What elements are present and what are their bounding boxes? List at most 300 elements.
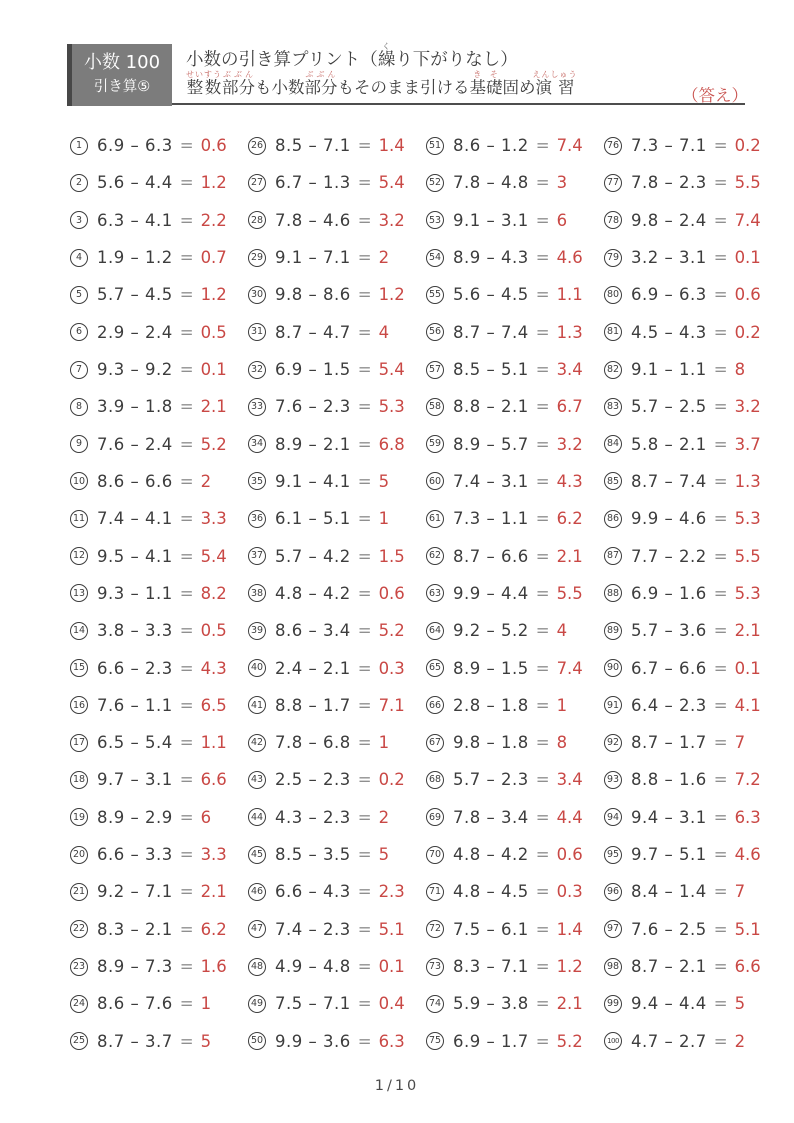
equals-sign: = bbox=[713, 471, 728, 491]
equals-sign: = bbox=[535, 621, 550, 641]
equals-sign: = bbox=[357, 621, 372, 641]
problem-row bbox=[426, 1023, 604, 1060]
equals-sign: = bbox=[713, 397, 728, 417]
problem-number: 66 bbox=[426, 696, 444, 714]
equals-sign: = bbox=[713, 360, 728, 380]
problem-answer: 0.6 bbox=[734, 285, 761, 305]
problem-row bbox=[426, 985, 604, 1022]
problem-expression: 8.9 – 2.9 bbox=[97, 807, 173, 827]
problem-number: 19 bbox=[70, 808, 88, 826]
problem-row bbox=[604, 985, 782, 1022]
problem-answer: 1.2 bbox=[200, 173, 227, 193]
equals-sign: = bbox=[535, 173, 550, 193]
problem-number: 55 bbox=[426, 286, 444, 304]
problem-expression: 6.7 – 6.6 bbox=[631, 658, 707, 678]
problem-expression: 7.8 – 3.4 bbox=[453, 807, 529, 827]
problem-row bbox=[426, 612, 604, 649]
problem-row bbox=[248, 873, 426, 910]
problem-number: 22 bbox=[70, 920, 88, 938]
problem-row bbox=[70, 649, 248, 686]
problem-number: 7 bbox=[70, 361, 88, 379]
problem-expression: 8.6 – 3.4 bbox=[275, 621, 351, 641]
problem-row bbox=[426, 836, 604, 873]
problem-expression: 5.7 – 4.2 bbox=[275, 546, 351, 566]
problem-number: 39 bbox=[248, 622, 266, 640]
problem-answer: 2.1 bbox=[200, 397, 227, 417]
problem-answer: 1.4 bbox=[556, 919, 583, 939]
problem-row bbox=[604, 314, 782, 351]
problem-expression: 5.6 – 4.4 bbox=[97, 173, 173, 193]
problem-expression: 9.2 – 7.1 bbox=[97, 882, 173, 902]
problem-expression: 8.9 – 1.5 bbox=[453, 658, 529, 678]
problem-row bbox=[248, 202, 426, 239]
problem-number: 67 bbox=[426, 734, 444, 752]
problem-row bbox=[426, 687, 604, 724]
problem-row bbox=[426, 127, 604, 164]
equals-sign: = bbox=[713, 248, 728, 268]
problem-row bbox=[604, 276, 782, 313]
problem-row bbox=[426, 426, 604, 463]
equals-sign: = bbox=[179, 733, 194, 753]
problems-column bbox=[426, 127, 604, 1060]
problem-answer: 6.3 bbox=[734, 807, 761, 827]
equals-sign: = bbox=[713, 994, 728, 1014]
problem-answer: 0.6 bbox=[378, 583, 405, 603]
problem-number: 86 bbox=[604, 510, 622, 528]
problem-row bbox=[426, 575, 604, 612]
problem-number: 45 bbox=[248, 846, 266, 864]
problem-expression: 8.8 – 1.7 bbox=[275, 695, 351, 715]
equals-sign: = bbox=[357, 471, 372, 491]
problem-number: 65 bbox=[426, 659, 444, 677]
problem-number: 26 bbox=[248, 137, 266, 155]
problem-answer: 0.3 bbox=[378, 658, 405, 678]
problem-expression: 7.3 – 1.1 bbox=[453, 509, 529, 529]
problem-expression: 7.4 – 2.3 bbox=[275, 919, 351, 939]
problem-expression: 8.5 – 3.5 bbox=[275, 845, 351, 865]
problem-answer: 5 bbox=[200, 1031, 212, 1051]
equals-sign: = bbox=[713, 733, 728, 753]
problem-row bbox=[604, 351, 782, 388]
problem-row bbox=[426, 649, 604, 686]
problem-answer: 0.4 bbox=[378, 994, 405, 1014]
problem-number: 64 bbox=[426, 622, 444, 640]
problem-expression: 7.3 – 7.1 bbox=[631, 136, 707, 156]
problem-answer: 8 bbox=[734, 360, 746, 380]
problem-row bbox=[70, 724, 248, 761]
problem-expression: 8.9 – 2.1 bbox=[275, 434, 351, 454]
answer-label: （答え） bbox=[682, 86, 748, 105]
equals-sign: = bbox=[535, 919, 550, 939]
problem-answer: 3.4 bbox=[556, 770, 583, 790]
problem-answer: 2 bbox=[200, 471, 212, 491]
problem-row bbox=[604, 164, 782, 201]
problem-answer: 0.1 bbox=[200, 360, 227, 380]
problem-row bbox=[604, 612, 782, 649]
problem-expression: 9.4 – 4.4 bbox=[631, 994, 707, 1014]
problem-row bbox=[248, 314, 426, 351]
equals-sign: = bbox=[179, 583, 194, 603]
problem-row bbox=[604, 575, 782, 612]
problem-row bbox=[604, 649, 782, 686]
problem-expression: 9.8 – 1.8 bbox=[453, 733, 529, 753]
problem-answer: 0.1 bbox=[378, 957, 405, 977]
problem-expression: 6.1 – 5.1 bbox=[275, 509, 351, 529]
problem-row bbox=[426, 500, 604, 537]
problem-answer: 8 bbox=[556, 733, 568, 753]
problem-row bbox=[248, 500, 426, 537]
problem-answer: 0.5 bbox=[200, 621, 227, 641]
problem-expression: 8.7 – 3.7 bbox=[97, 1031, 173, 1051]
problem-row bbox=[426, 948, 604, 985]
problem-answer: 1.3 bbox=[556, 322, 583, 342]
problem-row bbox=[604, 127, 782, 164]
equals-sign: = bbox=[535, 136, 550, 156]
problem-expression: 6.3 – 4.1 bbox=[97, 210, 173, 230]
problem-number: 46 bbox=[248, 883, 266, 901]
equals-sign: = bbox=[357, 845, 372, 865]
problem-number: 77 bbox=[604, 174, 622, 192]
problem-expression: 8.8 – 1.6 bbox=[631, 770, 707, 790]
problem-number: 47 bbox=[248, 920, 266, 938]
equals-sign: = bbox=[357, 248, 372, 268]
problem-number: 97 bbox=[604, 920, 622, 938]
problem-row bbox=[248, 649, 426, 686]
problem-number: 83 bbox=[604, 398, 622, 416]
problem-answer: 4.3 bbox=[200, 658, 227, 678]
problem-expression: 9.1 – 3.1 bbox=[453, 210, 529, 230]
problem-row bbox=[70, 127, 248, 164]
problem-answer: 6.8 bbox=[378, 434, 405, 454]
problem-answer: 4.6 bbox=[556, 248, 583, 268]
problem-expression: 3.2 – 3.1 bbox=[631, 248, 707, 268]
problem-row bbox=[426, 761, 604, 798]
equals-sign: = bbox=[357, 210, 372, 230]
equals-sign: = bbox=[535, 733, 550, 753]
equals-sign: = bbox=[179, 546, 194, 566]
problem-expression: 2.8 – 1.8 bbox=[453, 695, 529, 715]
problem-expression: 4.8 – 4.2 bbox=[453, 845, 529, 865]
problem-answer: 3.2 bbox=[556, 434, 583, 454]
problems-column bbox=[248, 127, 426, 1060]
problem-number: 56 bbox=[426, 323, 444, 341]
equals-sign: = bbox=[713, 285, 728, 305]
header-rule bbox=[172, 103, 745, 105]
problem-answer: 1 bbox=[378, 733, 390, 753]
problem-row bbox=[426, 799, 604, 836]
equals-sign: = bbox=[713, 546, 728, 566]
title-box-line2: 引き算⑤ bbox=[93, 79, 151, 96]
equals-sign: = bbox=[535, 360, 550, 380]
problem-answer: 6.5 bbox=[200, 695, 227, 715]
equals-sign: = bbox=[535, 807, 550, 827]
problem-row bbox=[426, 873, 604, 910]
problem-expression: 1.9 – 1.2 bbox=[97, 248, 173, 268]
problem-row bbox=[70, 687, 248, 724]
problem-answer: 5.5 bbox=[734, 173, 761, 193]
problem-answer: 5.2 bbox=[556, 1031, 583, 1051]
equals-sign: = bbox=[179, 173, 194, 193]
problem-expression: 4.9 – 4.8 bbox=[275, 957, 351, 977]
problem-expression: 8.5 – 5.1 bbox=[453, 360, 529, 380]
equals-sign: = bbox=[713, 658, 728, 678]
equals-sign: = bbox=[179, 919, 194, 939]
equals-sign: = bbox=[713, 509, 728, 529]
problem-row bbox=[604, 761, 782, 798]
problem-row bbox=[248, 985, 426, 1022]
problem-answer: 1.1 bbox=[200, 733, 227, 753]
problem-answer: 1.5 bbox=[378, 546, 405, 566]
problem-answer: 0.7 bbox=[200, 248, 227, 268]
problem-number: 62 bbox=[426, 547, 444, 565]
problem-expression: 8.7 – 4.7 bbox=[275, 322, 351, 342]
equals-sign: = bbox=[357, 322, 372, 342]
problem-answer: 2 bbox=[734, 1031, 746, 1051]
equals-sign: = bbox=[179, 285, 194, 305]
equals-sign: = bbox=[357, 397, 372, 417]
problem-number: 95 bbox=[604, 846, 622, 864]
problem-number: 54 bbox=[426, 249, 444, 267]
equals-sign: = bbox=[535, 210, 550, 230]
problem-number: 33 bbox=[248, 398, 266, 416]
problem-expression: 9.9 – 3.6 bbox=[275, 1031, 351, 1051]
equals-sign: = bbox=[179, 397, 194, 417]
problem-expression: 9.9 – 4.4 bbox=[453, 583, 529, 603]
equals-sign: = bbox=[357, 919, 372, 939]
equals-sign: = bbox=[713, 173, 728, 193]
problem-number: 94 bbox=[604, 808, 622, 826]
problem-row bbox=[248, 351, 426, 388]
problem-expression: 5.7 – 3.6 bbox=[631, 621, 707, 641]
problem-answer: 6.7 bbox=[556, 397, 583, 417]
problem-answer: 5 bbox=[378, 471, 390, 491]
equals-sign: = bbox=[357, 434, 372, 454]
problem-number: 100 bbox=[604, 1032, 622, 1050]
equals-sign: = bbox=[713, 583, 728, 603]
problem-number: 30 bbox=[248, 286, 266, 304]
problem-expression: 6.9 – 6.3 bbox=[97, 136, 173, 156]
problem-row bbox=[248, 239, 426, 276]
problem-answer: 0.2 bbox=[734, 322, 761, 342]
problem-number: 24 bbox=[70, 995, 88, 1013]
problem-answer: 7.4 bbox=[556, 136, 583, 156]
problem-answer: 7.4 bbox=[734, 210, 761, 230]
problem-expression: 8.8 – 2.1 bbox=[453, 397, 529, 417]
problem-number: 2 bbox=[70, 174, 88, 192]
problem-expression: 9.9 – 4.6 bbox=[631, 509, 707, 529]
problem-number: 75 bbox=[426, 1032, 444, 1050]
problem-row bbox=[70, 761, 248, 798]
equals-sign: = bbox=[179, 136, 194, 156]
problem-number: 41 bbox=[248, 696, 266, 714]
problem-expression: 9.4 – 3.1 bbox=[631, 807, 707, 827]
problem-answer: 7 bbox=[734, 882, 746, 902]
equals-sign: = bbox=[535, 322, 550, 342]
equals-sign: = bbox=[535, 882, 550, 902]
equals-sign: = bbox=[535, 658, 550, 678]
equals-sign: = bbox=[357, 1031, 372, 1051]
title-box bbox=[67, 44, 172, 106]
problem-expression: 5.7 – 4.5 bbox=[97, 285, 173, 305]
problem-number: 87 bbox=[604, 547, 622, 565]
problem-row bbox=[604, 687, 782, 724]
problem-expression: 7.6 – 1.1 bbox=[97, 695, 173, 715]
problem-number: 79 bbox=[604, 249, 622, 267]
problem-expression: 7.8 – 4.8 bbox=[453, 173, 529, 193]
problem-expression: 9.8 – 8.6 bbox=[275, 285, 351, 305]
problem-answer: 5.5 bbox=[556, 583, 583, 603]
problem-expression: 8.7 – 2.1 bbox=[631, 957, 707, 977]
problem-expression: 9.5 – 4.1 bbox=[97, 546, 173, 566]
problem-answer: 5.2 bbox=[378, 621, 405, 641]
equals-sign: = bbox=[357, 733, 372, 753]
problem-expression: 8.6 – 7.6 bbox=[97, 994, 173, 1014]
problem-answer: 0.1 bbox=[734, 248, 761, 268]
problem-row bbox=[248, 388, 426, 425]
problem-number: 43 bbox=[248, 771, 266, 789]
equals-sign: = bbox=[357, 360, 372, 380]
problem-expression: 9.1 – 1.1 bbox=[631, 360, 707, 380]
problem-expression: 9.1 – 7.1 bbox=[275, 248, 351, 268]
problem-answer: 2.1 bbox=[734, 621, 761, 641]
equals-sign: = bbox=[535, 248, 550, 268]
equals-sign: = bbox=[535, 1031, 550, 1051]
problem-answer: 6 bbox=[556, 210, 568, 230]
problem-expression: 7.6 – 2.3 bbox=[275, 397, 351, 417]
problem-number: 50 bbox=[248, 1032, 266, 1050]
problem-number: 14 bbox=[70, 622, 88, 640]
problem-number: 16 bbox=[70, 696, 88, 714]
problem-row bbox=[248, 612, 426, 649]
problem-expression: 8.3 – 7.1 bbox=[453, 957, 529, 977]
problem-expression: 4.7 – 2.7 bbox=[631, 1031, 707, 1051]
equals-sign: = bbox=[535, 695, 550, 715]
problem-number: 85 bbox=[604, 472, 622, 490]
equals-sign: = bbox=[357, 546, 372, 566]
problem-expression: 7.4 – 3.1 bbox=[453, 471, 529, 491]
problem-answer: 3 bbox=[556, 173, 568, 193]
problem-expression: 8.5 – 7.1 bbox=[275, 136, 351, 156]
problem-answer: 1.2 bbox=[378, 285, 405, 305]
equals-sign: = bbox=[713, 621, 728, 641]
problem-answer: 2.1 bbox=[556, 994, 583, 1014]
problem-number: 81 bbox=[604, 323, 622, 341]
equals-sign: = bbox=[357, 285, 372, 305]
problem-number: 34 bbox=[248, 435, 266, 453]
problem-row bbox=[70, 948, 248, 985]
equals-sign: = bbox=[179, 471, 194, 491]
problem-expression: 8.7 – 6.6 bbox=[453, 546, 529, 566]
problem-number: 74 bbox=[426, 995, 444, 1013]
equals-sign: = bbox=[357, 658, 372, 678]
problem-number: 29 bbox=[248, 249, 266, 267]
problem-answer: 6.2 bbox=[200, 919, 227, 939]
problem-row bbox=[70, 239, 248, 276]
problem-answer: 5 bbox=[378, 845, 390, 865]
equals-sign: = bbox=[713, 434, 728, 454]
problem-answer: 4.1 bbox=[734, 695, 761, 715]
problem-row bbox=[248, 948, 426, 985]
problem-answer: 5.1 bbox=[734, 919, 761, 939]
problem-number: 61 bbox=[426, 510, 444, 528]
problem-expression: 7.6 – 2.4 bbox=[97, 434, 173, 454]
problem-row bbox=[248, 127, 426, 164]
problem-answer: 1 bbox=[556, 695, 568, 715]
equals-sign: = bbox=[535, 434, 550, 454]
problem-answer: 3.2 bbox=[378, 210, 405, 230]
problem-number: 15 bbox=[70, 659, 88, 677]
problem-answer: 5.3 bbox=[734, 509, 761, 529]
problem-row bbox=[70, 314, 248, 351]
problem-row bbox=[70, 575, 248, 612]
problem-row bbox=[604, 873, 782, 910]
problem-row bbox=[426, 202, 604, 239]
problem-row bbox=[248, 724, 426, 761]
equals-sign: = bbox=[357, 583, 372, 603]
problem-expression: 7.7 – 2.2 bbox=[631, 546, 707, 566]
equals-sign: = bbox=[713, 919, 728, 939]
problem-row bbox=[248, 1023, 426, 1060]
problem-number: 98 bbox=[604, 958, 622, 976]
problem-expression: 6.5 – 5.4 bbox=[97, 733, 173, 753]
problem-expression: 9.2 – 5.2 bbox=[453, 621, 529, 641]
equals-sign: = bbox=[357, 957, 372, 977]
problem-expression: 8.7 – 7.4 bbox=[453, 322, 529, 342]
problems-grid bbox=[0, 127, 794, 1061]
problem-row bbox=[70, 873, 248, 910]
problem-number: 60 bbox=[426, 472, 444, 490]
problem-row bbox=[426, 164, 604, 201]
problem-number: 57 bbox=[426, 361, 444, 379]
problem-row bbox=[70, 351, 248, 388]
problem-number: 1 bbox=[70, 137, 88, 155]
problem-expression: 6.6 – 3.3 bbox=[97, 845, 173, 865]
equals-sign: = bbox=[535, 770, 550, 790]
problem-answer: 4.6 bbox=[734, 845, 761, 865]
problem-number: 68 bbox=[426, 771, 444, 789]
worksheet-subtitle: 整数せいすう部分ぶぶんも小数部分ぶぶんもそのまま引ける基礎きそ固め演習えんしゅう bbox=[186, 70, 578, 97]
problem-row bbox=[604, 836, 782, 873]
equals-sign: = bbox=[535, 546, 550, 566]
problem-answer: 6 bbox=[200, 807, 212, 827]
problem-row bbox=[426, 351, 604, 388]
problem-answer: 5.3 bbox=[734, 583, 761, 603]
problem-row bbox=[248, 276, 426, 313]
problem-row bbox=[248, 911, 426, 948]
problem-answer: 1.1 bbox=[556, 285, 583, 305]
problem-row bbox=[70, 276, 248, 313]
equals-sign: = bbox=[535, 471, 550, 491]
problem-row bbox=[70, 612, 248, 649]
equals-sign: = bbox=[357, 882, 372, 902]
problem-expression: 7.8 – 4.6 bbox=[275, 210, 351, 230]
problem-expression: 5.8 – 2.1 bbox=[631, 434, 707, 454]
problem-answer: 5.4 bbox=[378, 173, 405, 193]
problem-row bbox=[426, 276, 604, 313]
problem-number: 12 bbox=[70, 547, 88, 565]
page-number: 1/10 bbox=[374, 1078, 420, 1094]
problem-expression: 2.5 – 2.3 bbox=[275, 770, 351, 790]
problem-number: 9 bbox=[70, 435, 88, 453]
problem-number: 72 bbox=[426, 920, 444, 938]
problem-number: 63 bbox=[426, 584, 444, 602]
equals-sign: = bbox=[179, 882, 194, 902]
problem-row bbox=[70, 463, 248, 500]
problem-expression: 6.9 – 1.7 bbox=[453, 1031, 529, 1051]
problem-number: 91 bbox=[604, 696, 622, 714]
problem-number: 99 bbox=[604, 995, 622, 1013]
equals-sign: = bbox=[713, 210, 728, 230]
